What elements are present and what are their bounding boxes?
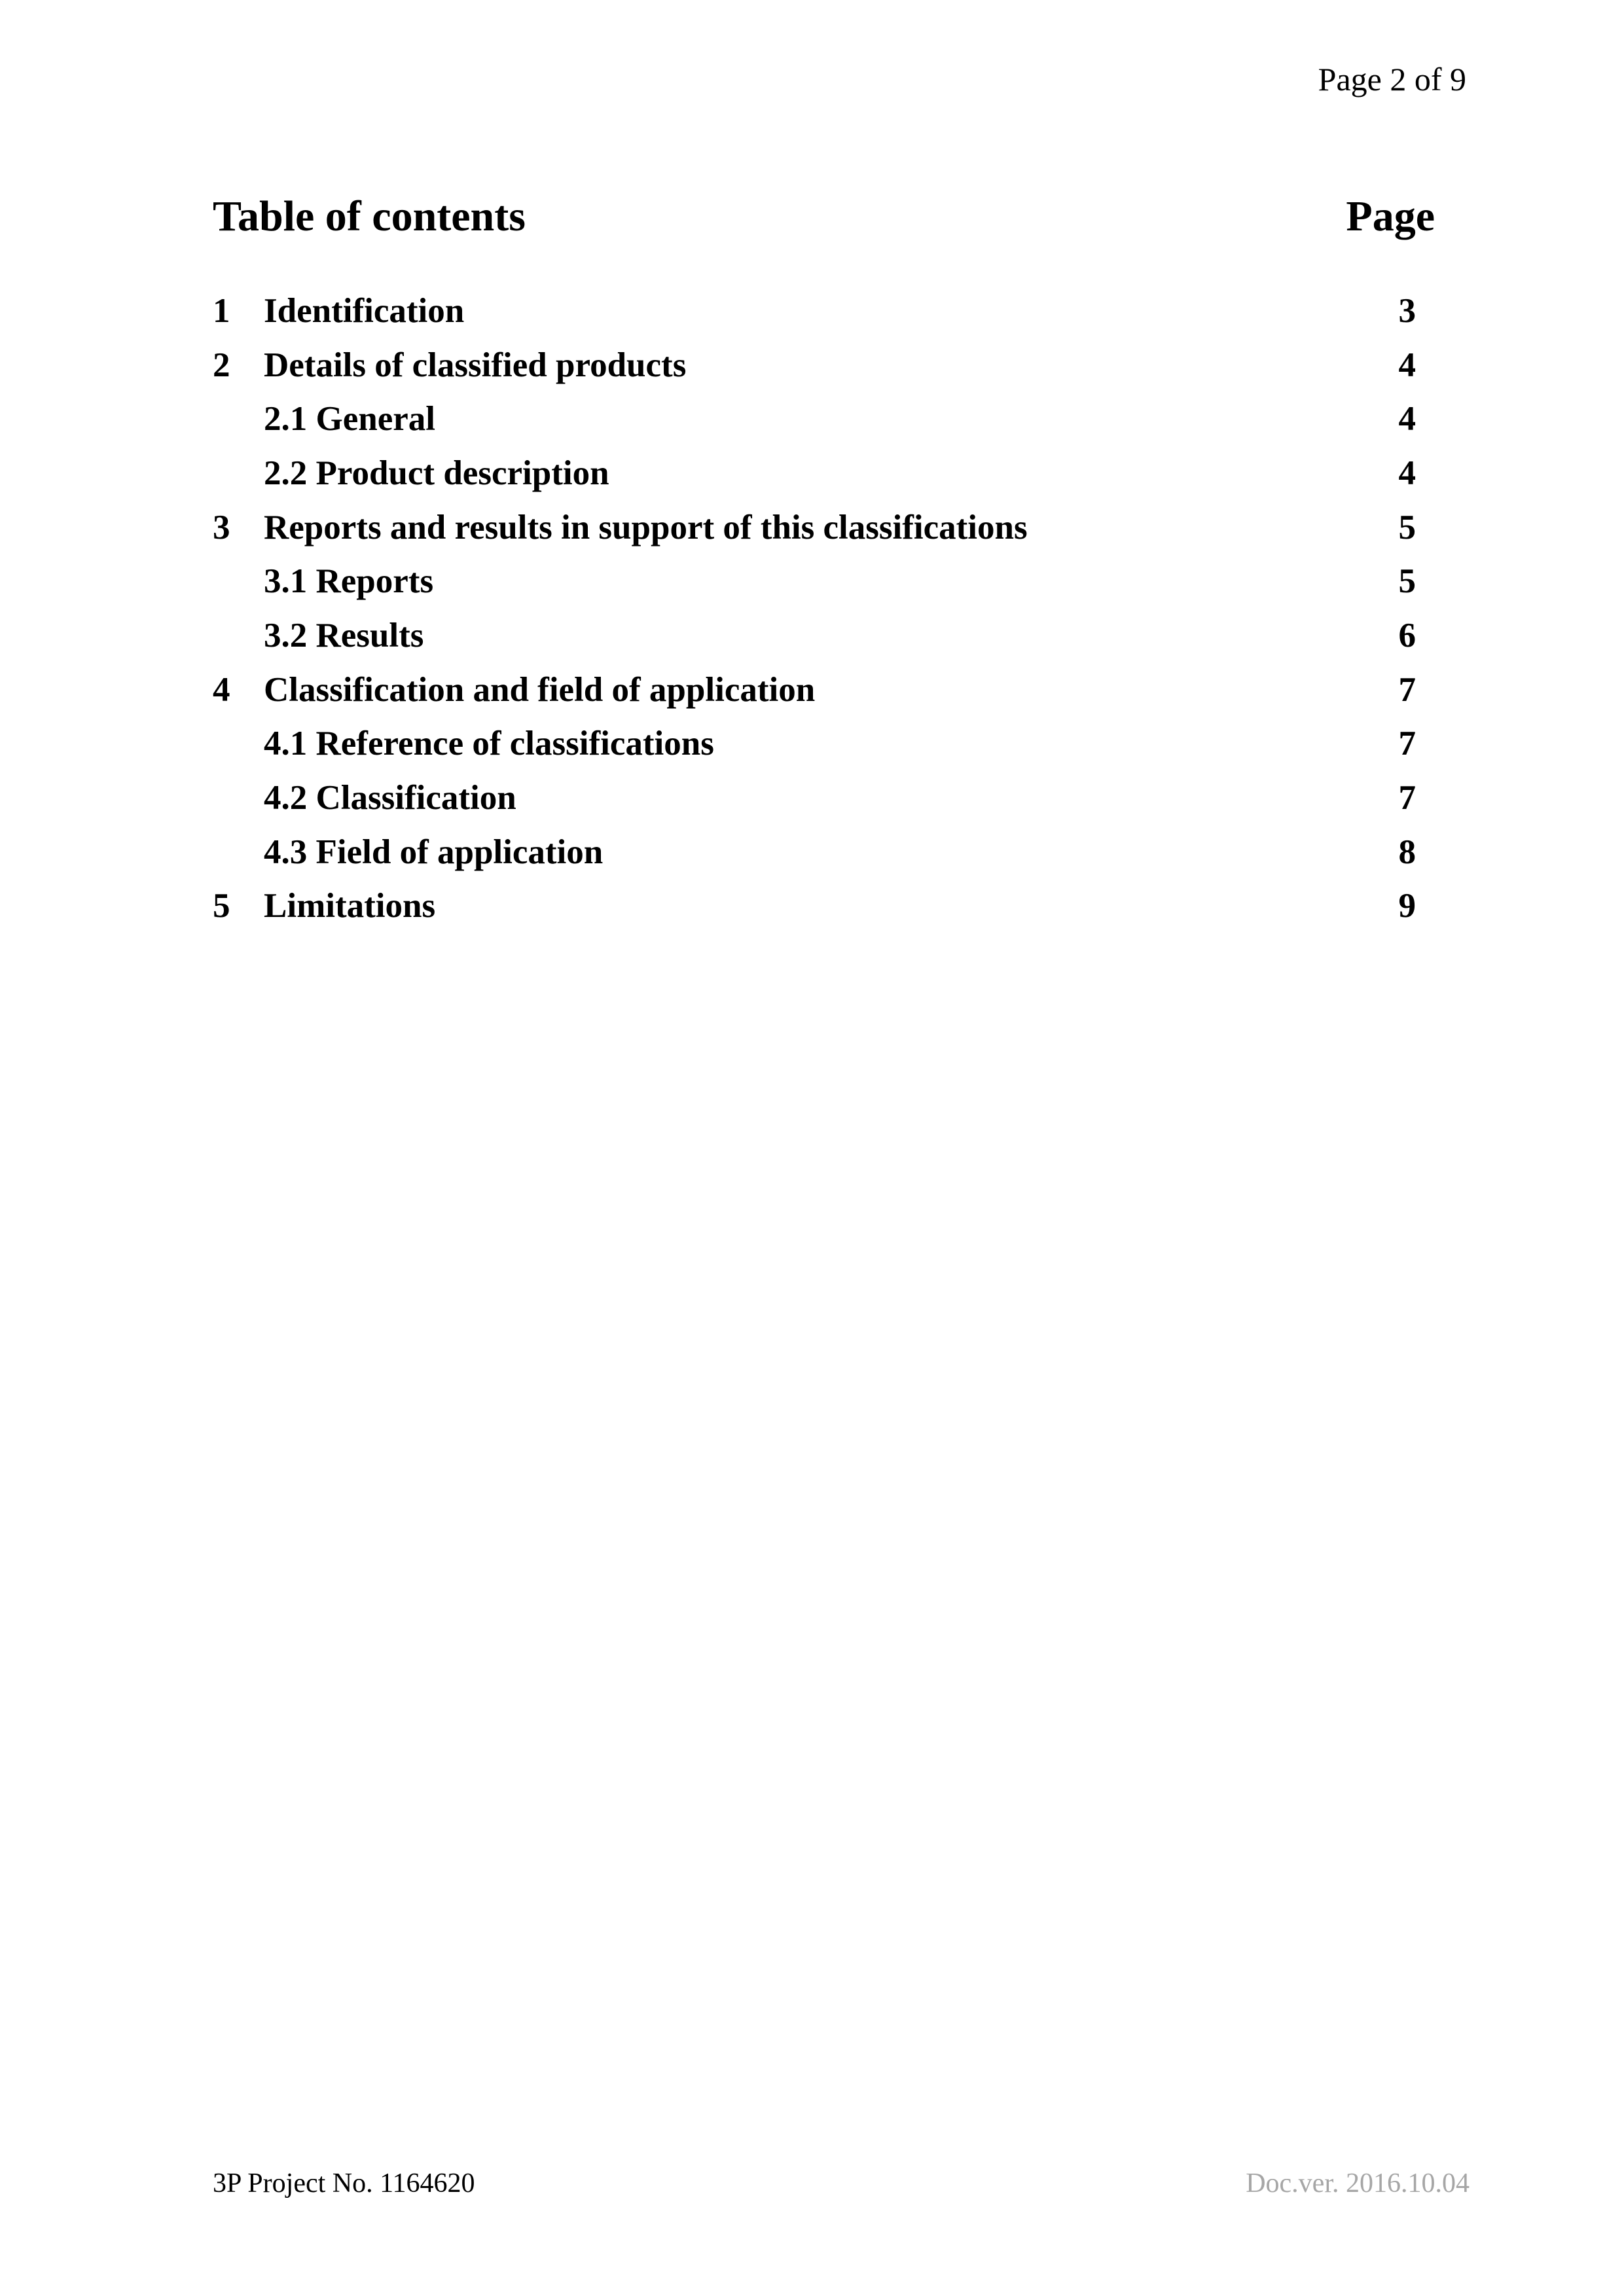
toc-entry-label: Details of classified products xyxy=(264,346,687,384)
toc-list xyxy=(213,0,1416,2296)
toc-entry xyxy=(213,508,1416,547)
toc-entry xyxy=(213,562,1416,601)
toc-entry-page: 4 xyxy=(1398,400,1416,438)
toc-entry-label: 3.1 Reports xyxy=(264,562,434,600)
toc-entry-page: 6 xyxy=(1398,617,1416,655)
toc-entry xyxy=(213,346,1416,385)
toc-entry-page: 8 xyxy=(1398,833,1416,871)
toc-entry-label: 4.1 Reference of classifications xyxy=(264,725,714,762)
toc-entry xyxy=(213,778,1416,817)
toc-entry xyxy=(213,886,1416,925)
toc-entry-number: 5 xyxy=(213,887,230,925)
toc-entry xyxy=(213,670,1416,709)
toc-entry-page: 5 xyxy=(1398,562,1416,600)
toc-entry-label: Limitations xyxy=(264,887,436,925)
page-number-indicator: Page 2 of 9 xyxy=(1318,61,1466,98)
footer-doc-version: Doc.ver. 2016.10.04 xyxy=(1246,2168,1470,2198)
toc-entry-label: Classification and field of application xyxy=(264,671,816,709)
toc-entry-number: 1 xyxy=(213,292,230,330)
toc-entry-page: 4 xyxy=(1398,454,1416,492)
toc-entry-page: 5 xyxy=(1398,509,1416,547)
toc-entry-page: 7 xyxy=(1398,671,1416,709)
toc-entry xyxy=(213,724,1416,763)
toc-title: Table of contents xyxy=(213,192,526,240)
toc-entry xyxy=(213,833,1416,872)
toc-page-column-label: Page xyxy=(1346,192,1435,240)
toc-entry-label: 2.2 Product description xyxy=(264,454,609,492)
toc-entry-label: Identification xyxy=(264,292,465,330)
toc-entry-label: 3.2 Results xyxy=(264,617,424,655)
toc-entry-label: 4.2 Classification xyxy=(264,779,516,817)
toc-entry-page: 7 xyxy=(1398,725,1416,762)
footer-project-number: 3P Project No. 1164620 xyxy=(213,2168,475,2198)
toc-entry xyxy=(213,454,1416,493)
toc-entry-page: 7 xyxy=(1398,779,1416,817)
toc-entry-number: 2 xyxy=(213,346,230,384)
toc-entry-label: 2.1 General xyxy=(264,400,435,438)
toc-entry-number: 4 xyxy=(213,671,230,709)
toc-entry-label: 4.3 Field of application xyxy=(264,833,604,871)
toc-entry-page: 4 xyxy=(1398,346,1416,384)
toc-entry xyxy=(213,616,1416,655)
toc-entry-label: Reports and results in support of this classifications xyxy=(264,509,1028,547)
toc-entry-page: 9 xyxy=(1398,887,1416,925)
toc-entry xyxy=(213,399,1416,439)
toc-entry xyxy=(213,291,1416,331)
toc-entry-number: 3 xyxy=(213,509,230,547)
toc-entry-page: 3 xyxy=(1398,292,1416,330)
